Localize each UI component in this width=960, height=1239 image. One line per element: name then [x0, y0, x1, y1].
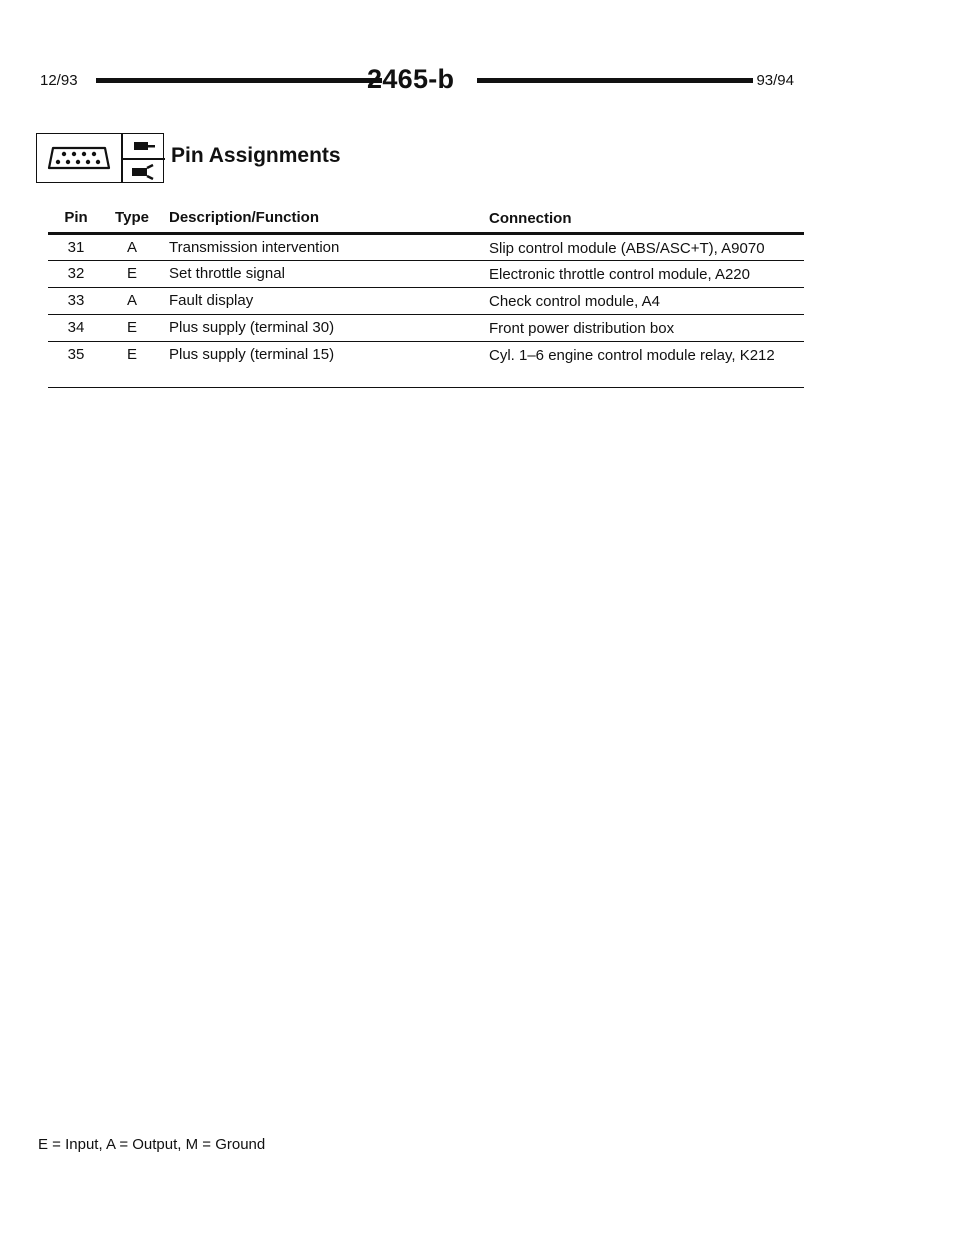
header-rule-right [477, 78, 753, 83]
page-header [40, 64, 794, 104]
cell-connection: Slip control module (ABS/ASC+T), A9070 [489, 240, 765, 257]
column-header-connection: Connection [489, 210, 572, 227]
cell-pin: 35 [67, 346, 85, 363]
cell-type: A [126, 239, 137, 256]
column-header-pin: Pin [64, 209, 88, 226]
cell-description: Fault display [169, 292, 254, 309]
cell-connection: Cyl. 1–6 engine control module relay, K212 [489, 347, 775, 364]
cell-type: E [126, 319, 137, 336]
table-row [48, 261, 804, 288]
cell-connection: Electronic throttle control module, A220 [489, 266, 750, 283]
cell-pin: 31 [67, 239, 85, 256]
cell-description: Transmission intervention [169, 239, 340, 256]
cell-pin: 33 [67, 292, 85, 309]
cell-type: E [126, 346, 137, 363]
cell-description: Plus supply (terminal 30) [169, 319, 335, 336]
header-date-left: 12/93 [40, 72, 78, 89]
cell-type: A [126, 292, 137, 309]
pin-assignment-table [48, 206, 804, 388]
output-plug-icon [127, 138, 159, 155]
legend-footnote: E = Input, A = Output, M = Ground [38, 1136, 266, 1153]
header-model-years: 93/94 [756, 72, 794, 89]
cell-description: Plus supply (terminal 15) [169, 346, 335, 363]
table-row [48, 315, 804, 342]
table-header [48, 206, 804, 232]
connector-pins-icon [47, 146, 111, 170]
column-header-description: Description/Function [169, 209, 319, 226]
input-plug-icon [127, 163, 159, 180]
icon-divider-horizontal [121, 158, 165, 160]
cell-description: Set throttle signal [169, 265, 285, 282]
section-icon-box [36, 133, 164, 183]
header-rule-left [96, 78, 382, 83]
cell-pin: 32 [67, 265, 85, 282]
cell-connection: Check control module, A4 [489, 293, 660, 310]
table-row [48, 342, 804, 388]
cell-connection: Front power distribution box [489, 320, 675, 337]
header-document-number: 2465-b [367, 64, 455, 94]
table-row [48, 288, 804, 315]
cell-type: E [126, 265, 137, 282]
page-title: Pin Assignments [171, 144, 341, 167]
table-row [48, 235, 804, 261]
cell-pin: 34 [67, 319, 85, 336]
column-header-type: Type [115, 209, 149, 226]
